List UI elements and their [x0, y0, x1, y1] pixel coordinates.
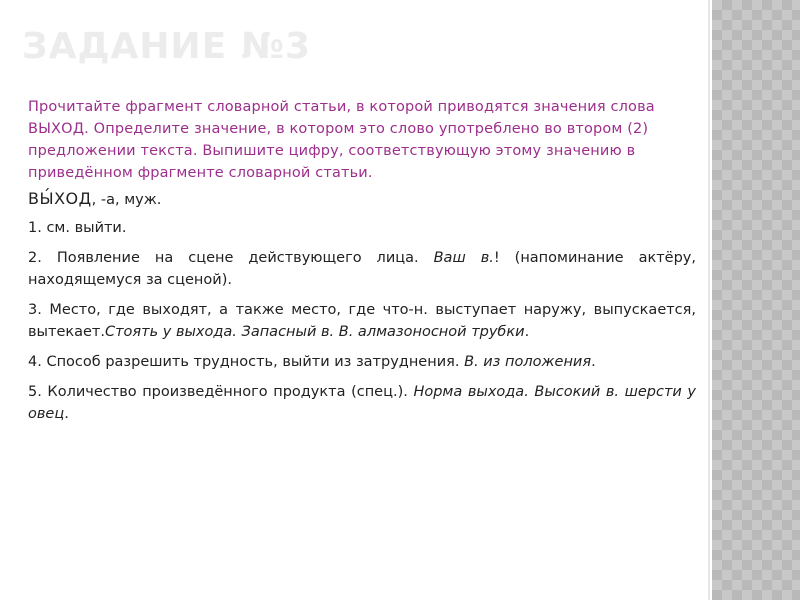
meaning-tail: .: [524, 324, 530, 340]
meaning-text: 4. Способ разрешить трудность, выйти из затруднения.: [28, 354, 465, 370]
meaning-text: 3. Место, где выходят, а также место, где что-н. выступает наружу, выпускается, вытекает.: [28, 302, 696, 340]
meaning-text: 2. Появление на сцене действующего лица.: [28, 250, 434, 266]
slide-content: [28, 96, 696, 425]
meaning-5: [28, 381, 696, 425]
decorative-side-band: [712, 0, 800, 600]
meaning-2: [28, 247, 696, 291]
meaning-tail: .: [591, 354, 596, 370]
meaning-example: Стоять у выхода. Запасный в. В. алмазоносной трубки: [104, 324, 525, 340]
slide-title: ЗАДАНИЕ №3: [22, 26, 312, 67]
side-divider: [708, 0, 710, 600]
meaning-example: Норма выхода. Высокий в. шерсти у овец: [28, 384, 696, 422]
meaning-text: 5. Количество произведённого продукта (спец.).: [28, 384, 414, 400]
headword: ВЫ́ХОД: [28, 189, 92, 208]
meaning-example: Ваш в.: [433, 250, 494, 266]
grammar-info: , -а, муж.: [91, 192, 162, 208]
meaning-text: 1. см. выйти.: [28, 220, 127, 236]
meaning-4: [28, 351, 696, 373]
dictionary-entry-header: [28, 188, 696, 211]
meaning-example: В. из положения: [464, 354, 592, 370]
meaning-1: [28, 217, 696, 239]
meaning-tail: .: [64, 406, 69, 422]
meaning-3: [28, 299, 696, 343]
task-instruction: Прочитайте фрагмент словарной статьи, в которой приводятся значения слова ВЫХОД. Определите значение, в котором это слово употреблено во втором (2) предложении текста. Выпишите цифру, соответствующую этому значению в приведённом фрагменте словарной статьи.: [28, 99, 655, 181]
meaning-tail: ! (напоминание актёру, находящемуся за сценой).: [28, 250, 696, 288]
